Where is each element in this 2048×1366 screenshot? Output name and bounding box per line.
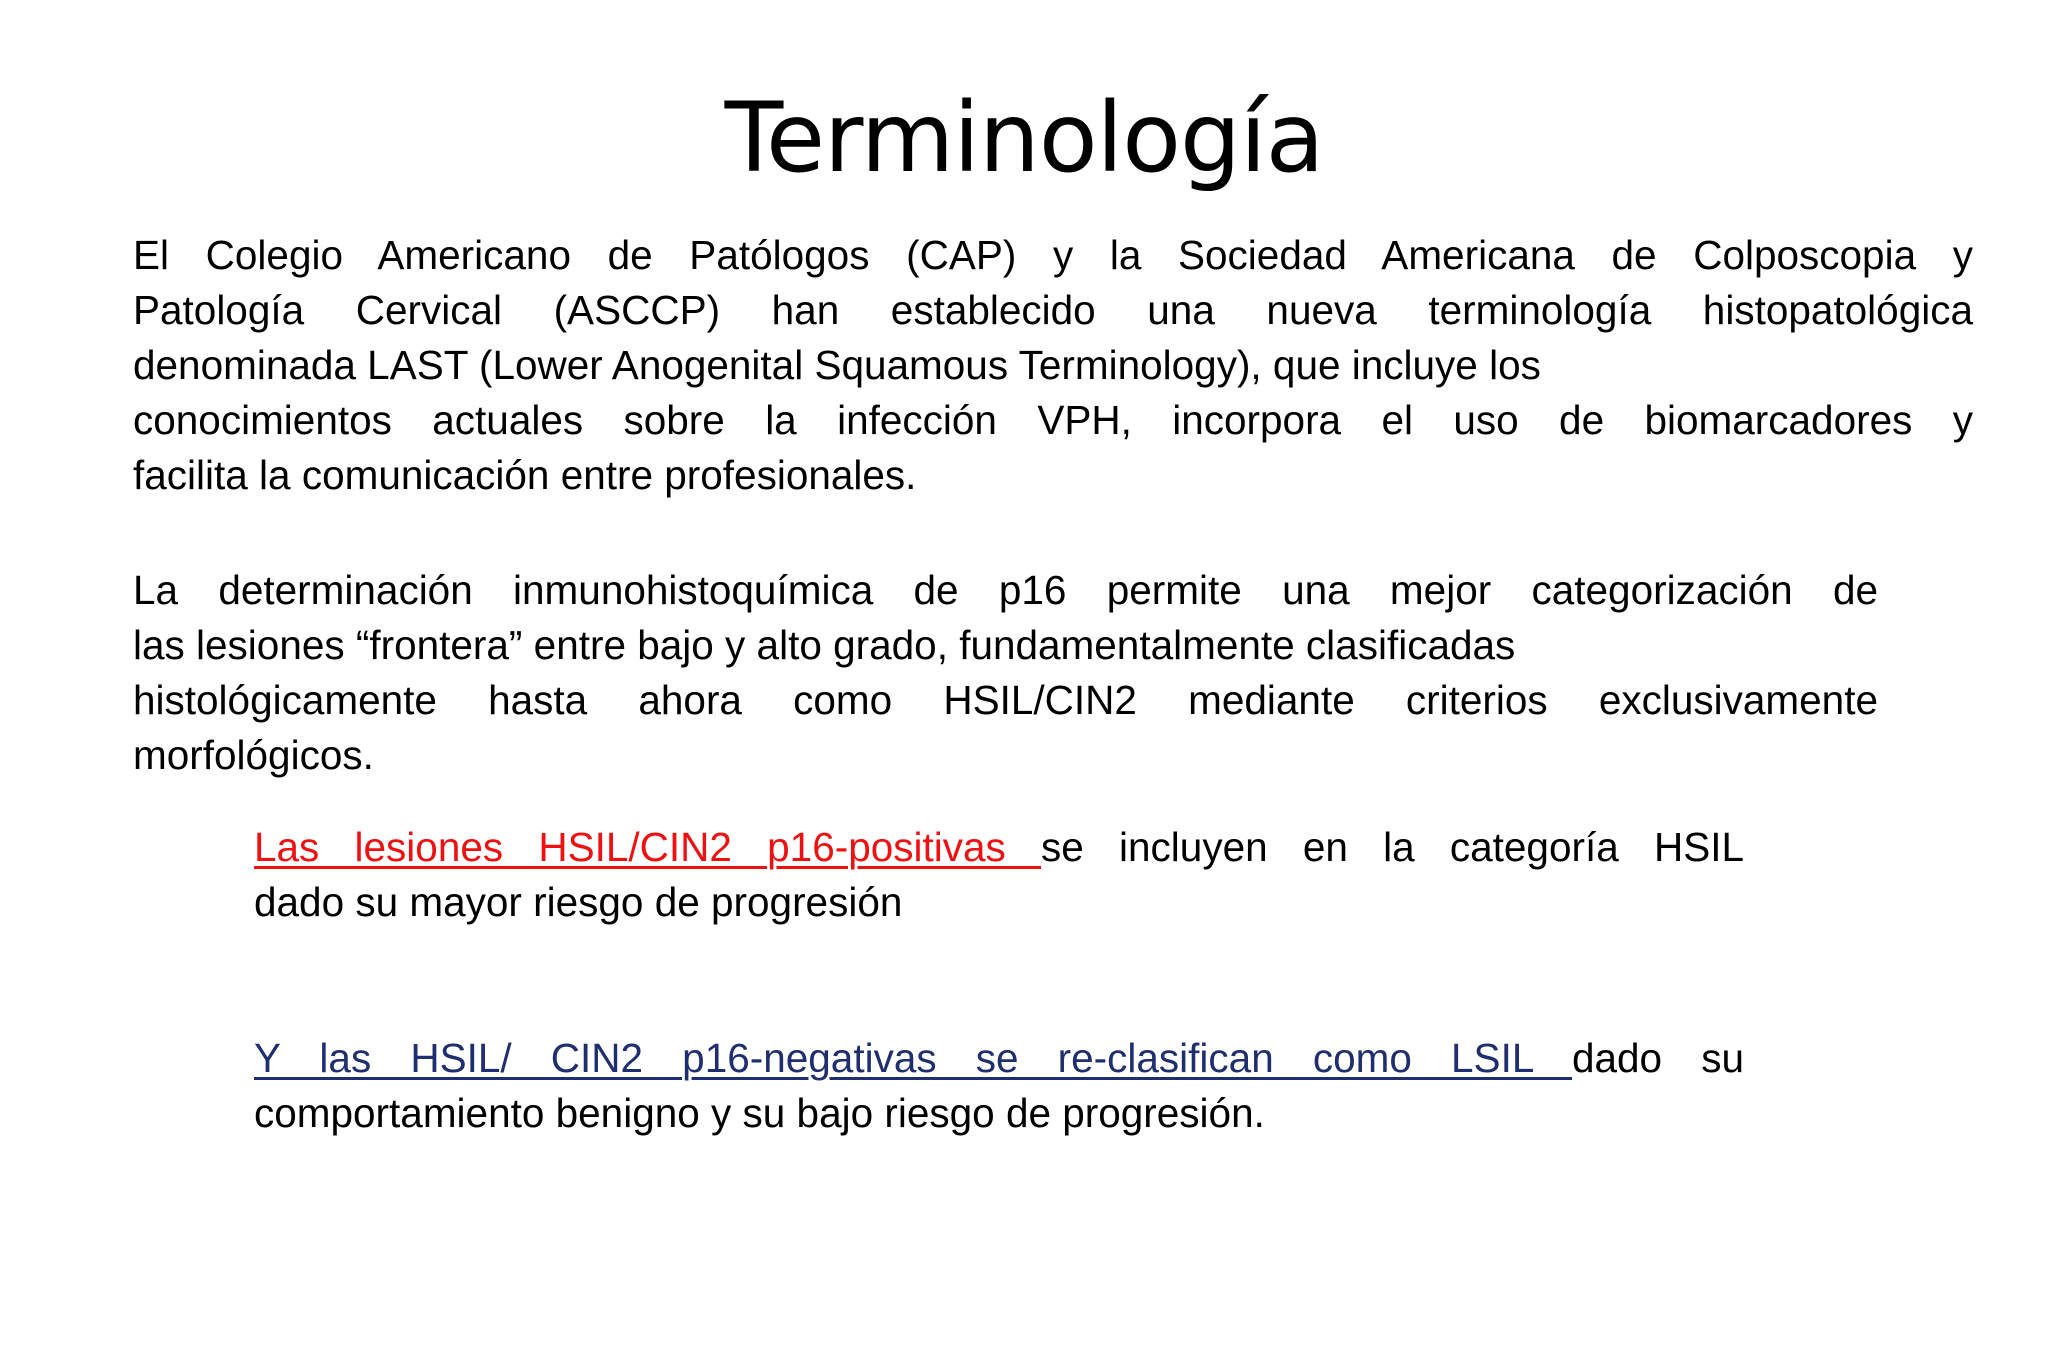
text-line: Patología Cervical (ASCCP) han establecido una nueva terminología histopatológica [133, 287, 1973, 333]
paragraph-last-terminology [133, 228, 1973, 503]
text-segment: dado su [1571, 1035, 1744, 1081]
paragraph-p16 [133, 563, 1878, 783]
point-p16-negative [254, 1031, 1744, 1141]
text-segment: se incluyen en la categoría HSIL [1041, 824, 1744, 870]
highlight-positive: Las lesiones HSIL/CIN2 p16-positivas [254, 824, 1042, 870]
text-line: conocimientos actuales sobre la infección VPH, incorpora el uso de biomarcadores y [133, 397, 1973, 443]
text-line: histológicamente hasta ahora como HSIL/CIN2 mediante criterios exclusivamente [133, 677, 1878, 723]
text-line: dado su mayor riesgo de progresión [254, 879, 903, 925]
text-line: comportamiento benigno y su bajo riesgo de progresión. [254, 1090, 1265, 1136]
slide-title: Terminología [724, 82, 1324, 194]
point-p16-positive [254, 820, 1744, 930]
text-line: morfológicos. [133, 732, 374, 778]
text-line: La determinación inmunohistoquímica de p16 permite una mejor categorización de [133, 567, 1878, 613]
text-line [254, 820, 1744, 875]
text-line: El Colegio Americano de Patólogos (CAP) y la Sociedad Americana de Colposcopia y [133, 232, 1973, 278]
text-line [254, 1031, 1744, 1086]
text-line: denominada LAST (Lower Anogenital Squamous Terminology), que incluye los [133, 342, 1541, 388]
text-line: las lesiones “frontera” entre bajo y alto grado, fundamentalmente clasificadas [133, 622, 1516, 668]
text-line: facilita la comunicación entre profesionales. [133, 452, 917, 498]
highlight-negative: Y las HSIL/ CIN2 p16-negativas se re-clasifican como LSIL [254, 1035, 1572, 1081]
